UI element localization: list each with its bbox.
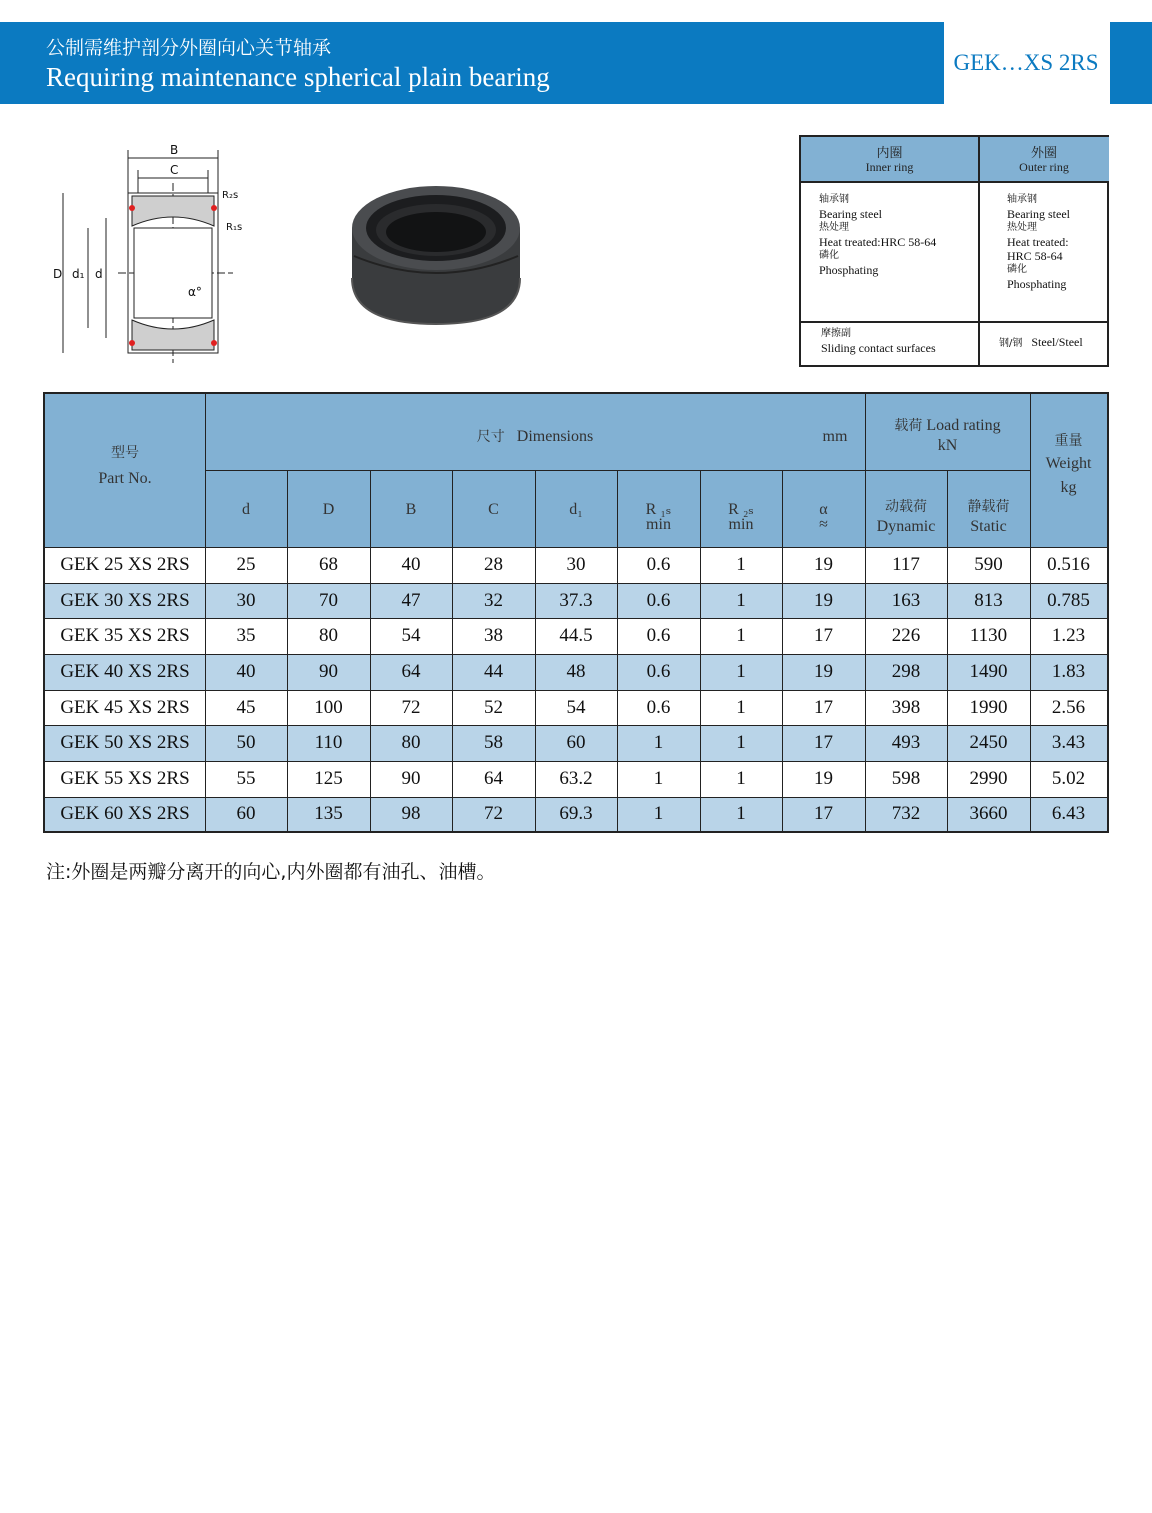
- col-d: d: [242, 501, 250, 518]
- table-cell-dyn: 493: [891, 732, 921, 753]
- header-tab: [1110, 22, 1152, 104]
- table-cell-r1s: 0.6: [646, 661, 671, 682]
- table-cell-r1s: 1: [653, 803, 664, 824]
- dimensions-unit: mm: [822, 428, 848, 445]
- table-cell-w: 0.785: [1047, 589, 1090, 611]
- part-number-cell: GEK 30 XS 2RS: [60, 589, 190, 611]
- table-cell-r1s: 0.6: [646, 625, 671, 646]
- part-number-cell: GEK 35 XS 2RS: [60, 625, 190, 646]
- table-cell-r1s: 1: [653, 768, 664, 789]
- col-alpha: α ≈: [819, 501, 828, 533]
- table-cell-d1: 69.3: [559, 803, 593, 824]
- table-cell-D: 80: [319, 625, 338, 646]
- table-cell-r2s: 1: [736, 803, 746, 824]
- load-header: 载荷 Load rating kN: [894, 417, 1001, 454]
- table-cell-r1s: 0.6: [646, 554, 671, 575]
- col-dynamic: 动载荷 Dynamic: [876, 499, 936, 535]
- steel-steel: 钢/钢 Steel/Steel: [999, 335, 1083, 349]
- dimensions-table: [43, 392, 1109, 833]
- part-number-cell: GEK 55 XS 2RS: [60, 768, 190, 789]
- table-cell-C: 44: [484, 661, 503, 682]
- table-cell-alpha: 19: [814, 554, 833, 575]
- table-cell-r1s: 0.6: [646, 696, 671, 718]
- table-cell-stat: 2450: [969, 732, 1008, 753]
- table-cell-r1s: 1: [653, 732, 664, 753]
- inner-ring-material: 轴承钢 Bearing steel 热处理 Heat treated:HRC 58-64 磷化 Phosphating: [819, 194, 937, 277]
- table-cell-stat: 3660: [969, 803, 1008, 824]
- label-alpha: α°: [188, 285, 202, 299]
- table-cell-d: 30: [236, 589, 256, 611]
- part-number-cell: GEK 25 XS 2RS: [60, 554, 190, 575]
- col-r2s: R ₂ₛ min: [728, 501, 754, 533]
- col-static: 静载荷 Static: [967, 499, 1010, 535]
- table-cell-D: 90: [319, 661, 338, 682]
- label-d: d: [95, 267, 103, 281]
- table-cell-dyn: 732: [891, 803, 921, 824]
- table-cell-alpha: 17: [814, 732, 833, 753]
- table-cell-dyn: 117: [892, 554, 920, 575]
- table-cell-stat: 1130: [969, 625, 1008, 646]
- table-cell-d1: 60: [566, 732, 586, 753]
- material-table: [799, 135, 1109, 367]
- table-cell-C: 38: [484, 625, 503, 646]
- part-no-header: 型号 Part No.: [98, 445, 152, 487]
- table-cell-C: 72: [484, 803, 503, 824]
- table-cell-C: 28: [484, 554, 503, 575]
- weight-header: 重量 Weight kg: [1045, 433, 1092, 496]
- table-cell-alpha: 17: [814, 803, 833, 824]
- table-cell-r2s: 1: [736, 554, 746, 575]
- table-cell-d: 55: [236, 768, 256, 789]
- part-number-cell: GEK 45 XS 2RS: [60, 696, 190, 718]
- part-number-cell: GEK 50 XS 2RS: [60, 732, 190, 753]
- table-cell-C: 64: [484, 768, 503, 789]
- sliding-surfaces: 摩擦副 Sliding contact surfaces: [821, 328, 936, 355]
- part-number-cell: GEK 60 XS 2RS: [60, 803, 190, 824]
- label-R1s: R₁s: [226, 222, 243, 233]
- table-cell-alpha: 17: [814, 696, 833, 718]
- outer-ring-material: 轴承钢 Bearing steel 热处理 Heat treated: HRC 58-64 磷化 Phosphating: [1007, 194, 1070, 291]
- table-cell-stat: 1490: [969, 661, 1008, 682]
- col-B: B: [405, 501, 417, 518]
- table-cell-dyn: 163: [891, 589, 921, 611]
- table-cell-r1s: 0.6: [646, 589, 671, 611]
- table-cell-r2s: 1: [736, 661, 746, 682]
- title-en: Requiring maintenance spherical plain bearing: [46, 62, 550, 92]
- table-cell-stat: 2990: [969, 768, 1008, 789]
- footnote: 注:外圈是两瓣分离开的向心,内外圈都有油孔、油槽。: [46, 861, 496, 883]
- table-cell-w: 1.23: [1051, 625, 1086, 646]
- table-cell-alpha: 19: [814, 768, 833, 789]
- label-B: B: [170, 143, 179, 157]
- table-cell-alpha: 17: [814, 625, 833, 646]
- table-cell-stat: 590: [974, 554, 1003, 575]
- bearing-drawing: [48, 138, 258, 368]
- table-cell-w: 2.56: [1051, 696, 1086, 718]
- inner-ring-header: 内圈 Inner ring: [801, 137, 978, 181]
- table-cell-d: 35: [236, 625, 256, 646]
- table-cell-D: 68: [319, 554, 338, 575]
- label-D: D: [53, 267, 63, 281]
- table-cell-D: 100: [314, 696, 343, 718]
- table-cell-r2s: 1: [736, 732, 746, 753]
- table-cell-d1: 37.3: [559, 589, 593, 611]
- table-cell-d: 45: [236, 696, 256, 718]
- table-cell-dyn: 398: [891, 696, 921, 718]
- table-cell-B: 72: [401, 696, 421, 718]
- table-cell-B: 40: [401, 554, 421, 575]
- label-d1: d₁: [72, 267, 85, 281]
- table-cell-w: 3.43: [1051, 732, 1086, 753]
- series-code: GEK…XS 2RS: [953, 50, 1099, 75]
- table-cell-d: 50: [236, 732, 256, 753]
- title-cn: 公制需维护剖分外圈向心关节轴承: [46, 37, 332, 59]
- table-cell-d1: 54: [566, 696, 586, 718]
- table-cell-D: 70: [319, 589, 338, 611]
- table-cell-C: 32: [484, 589, 503, 611]
- part-number-cell: GEK 40 XS 2RS: [60, 661, 190, 682]
- dimensions-header: 尺寸 Dimensions: [476, 428, 594, 445]
- table-cell-r2s: 1: [736, 696, 746, 718]
- table-cell-d: 60: [236, 803, 256, 824]
- table-cell-C: 58: [484, 732, 503, 753]
- table-cell-d1: 44.5: [559, 625, 593, 646]
- table-cell-dyn: 226: [891, 625, 921, 646]
- table-cell-B: 90: [401, 768, 421, 789]
- table-cell-d1: 48: [566, 661, 586, 682]
- table-cell-w: 0.516: [1047, 554, 1090, 575]
- table-cell-B: 98: [401, 803, 421, 824]
- table-cell-B: 80: [401, 732, 421, 753]
- table-cell-w: 5.02: [1051, 768, 1086, 789]
- col-d1: d₁: [569, 501, 583, 518]
- table-cell-w: 6.43: [1051, 803, 1086, 824]
- table-cell-d: 25: [236, 554, 256, 575]
- table-cell-r2s: 1: [736, 625, 746, 646]
- bearing-photo: [344, 178, 528, 328]
- table-cell-alpha: 19: [814, 661, 833, 682]
- col-D: D: [322, 501, 335, 518]
- table-cell-w: 1.83: [1051, 661, 1086, 682]
- table-cell-r2s: 1: [736, 589, 746, 611]
- table-cell-B: 47: [401, 589, 421, 611]
- table-cell-stat: 813: [974, 589, 1003, 611]
- table-cell-D: 110: [314, 732, 343, 753]
- table-cell-C: 52: [484, 696, 503, 718]
- table-cell-dyn: 298: [891, 661, 921, 682]
- table-cell-d1: 63.2: [559, 768, 593, 789]
- col-r1s: R ₁ₛ min: [645, 501, 672, 533]
- table-cell-stat: 1990: [969, 696, 1008, 718]
- table-cell-alpha: 19: [814, 589, 833, 611]
- table-cell-d1: 30: [566, 554, 586, 575]
- table-cell-dyn: 598: [891, 768, 921, 789]
- table-cell-D: 125: [314, 768, 343, 789]
- table-cell-r2s: 1: [736, 768, 746, 789]
- label-C: C: [170, 163, 179, 177]
- table-cell-D: 135: [314, 803, 343, 824]
- label-R2s: R₂s: [222, 190, 239, 201]
- table-cell-B: 64: [401, 661, 421, 682]
- outer-ring-header: 外圈 Outer ring: [979, 137, 1109, 181]
- table-cell-d: 40: [236, 661, 256, 682]
- table-cell-B: 54: [401, 625, 421, 646]
- col-C: C: [488, 501, 499, 518]
